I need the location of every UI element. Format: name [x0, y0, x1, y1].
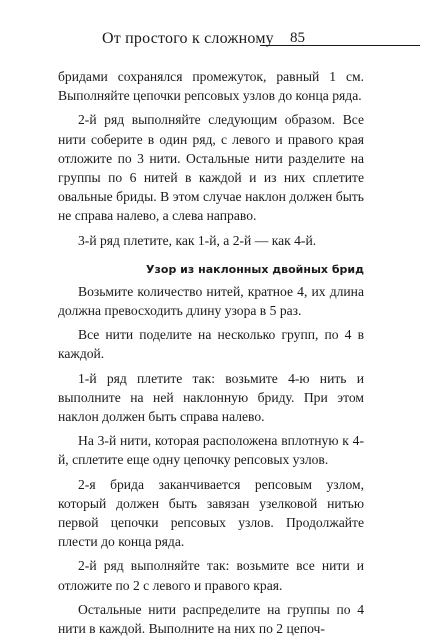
paragraph: Остальные нити распределите на группы по 4 нити в каждой. Выполните на них по 2 цепоч- — [58, 601, 364, 637]
section-heading: Узор из наклонных двойных брид — [146, 262, 364, 276]
paragraph: 2-я брида заканчивается репсовым узлом, который должен быть завязан узелковой нитью первой цепочки репсовых узлов. Продолжайте плести до конца ряда. — [58, 476, 364, 550]
paragraph: 1-й ряд плетите так: возьмите 4-ю нить и выполните на ней наклонную бриду. При этом наклон должен быть справа налево. — [58, 370, 364, 425]
page-number: 85 — [290, 30, 305, 46]
paragraph: Все нити поделите на несколько групп, по 4 в каждой. — [58, 327, 364, 362]
paragraph: 3-й ряд плетите, как 1-й, а 2-й — как 4-й. — [78, 232, 317, 248]
header-rule — [260, 45, 420, 46]
paragraph: 2-й ряд выполняйте следующим образом. Все нити соберите в один ряд, с левого и правого края отложите по 3 нити. Остальные нити разделите на группы по 6 нитей в каждой и из них сплетите овальные бриды. В этом случае наклон должен быть не справа налево, а слева направо. — [58, 112, 364, 224]
running-title: От простого к сложному — [102, 30, 274, 47]
paragraph: 2-й ряд выполняйте так: возьмите все нити и отложите по 2 с левого и правого края. — [58, 558, 364, 593]
paragraph: На 3-й нити, которая расположена вплотную к 4-й, сплетите еще одну цепочку репсовых узлов. — [58, 433, 364, 468]
running-header — [102, 30, 422, 50]
paragraph: бридами сохранялся промежуток, равный 1 см. Выполняйте цепочки репсовых узлов до конца ряда. — [58, 69, 364, 104]
body-text — [58, 67, 364, 643]
paragraph: Возьмите количество нитей, кратное 4, их длина должна превосходить длину узора в 5 раз. — [58, 283, 364, 319]
